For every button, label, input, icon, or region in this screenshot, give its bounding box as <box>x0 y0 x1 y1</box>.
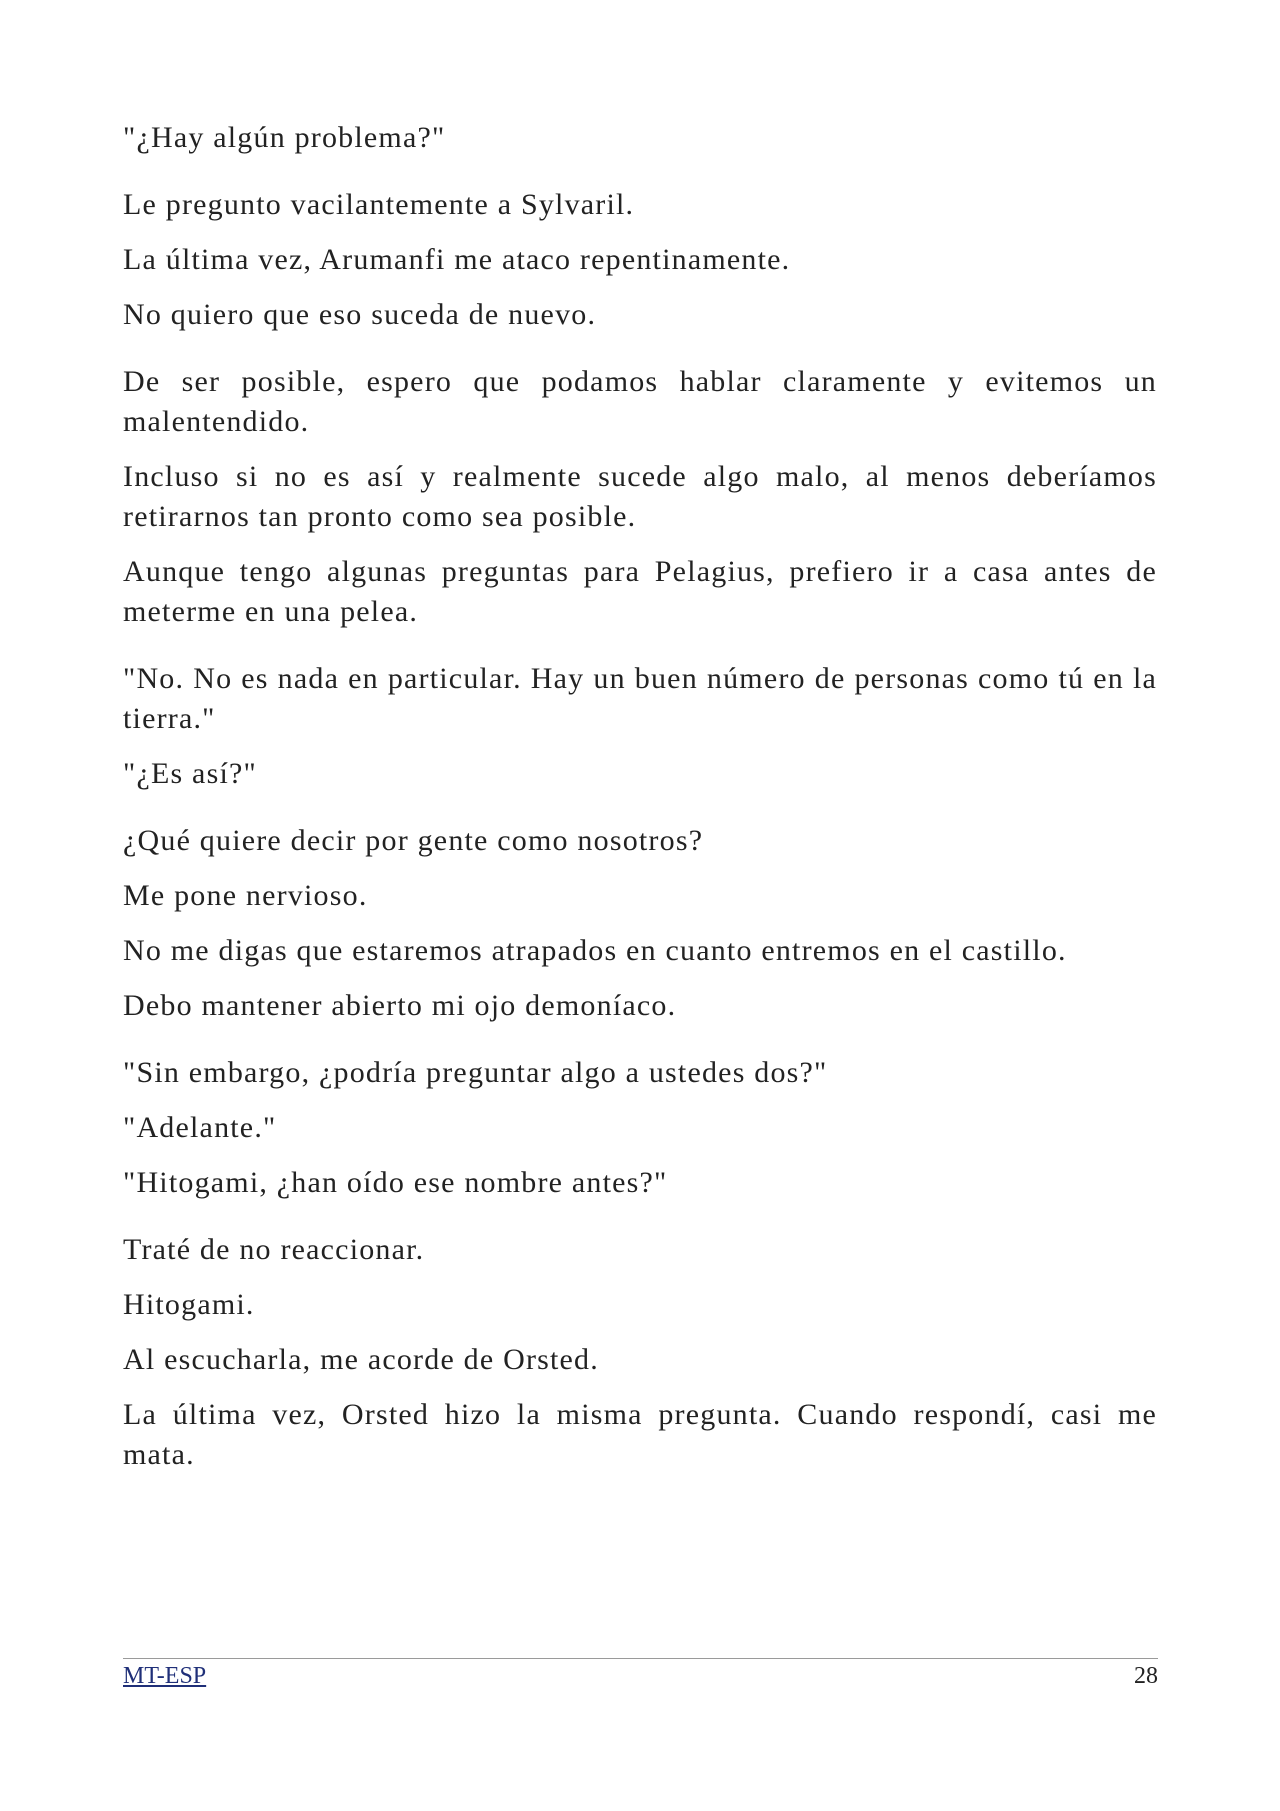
paragraph-6: Incluso si no es así y realmente sucede algo malo, al menos deberíamos retirarnos tan pronto como sea posible. <box>123 460 1157 533</box>
paragraph-17: Traté de no reaccionar. <box>123 1233 425 1266</box>
paragraph-16: "Hitogami, ¿han oído ese nombre antes?" <box>123 1166 668 1199</box>
paragraph-9: "¿Es así?" <box>123 757 257 790</box>
paragraph-7: Aunque tengo algunas preguntas para Pelagius, prefiero ir a casa antes de meterme en una pelea. <box>123 555 1157 628</box>
paragraph-13: Debo mantener abierto mi ojo demoníaco. <box>123 989 677 1022</box>
page-number: 28 <box>1134 1663 1158 1689</box>
paragraph-5: De ser posible, espero que podamos hablar claramente y evitemos un malentendido. <box>123 365 1157 438</box>
paragraph-19: Al escucharla, me acorde de Orsted. <box>123 1343 599 1376</box>
paragraph-10: ¿Qué quiere decir por gente como nosotros? <box>123 824 704 857</box>
paragraph-8: "No. No es nada en particular. Hay un buen número de personas como tú en la tierra." <box>123 662 1157 735</box>
paragraph-1: "¿Hay algún problema?" <box>123 121 446 154</box>
footer-site-link[interactable]: MT-ESP <box>123 1663 207 1689</box>
paragraph-11: Me pone nervioso. <box>123 879 368 912</box>
paragraph-15: "Adelante." <box>123 1111 277 1144</box>
paragraph-2: Le pregunto vacilantemente a Sylvaril. <box>123 188 635 221</box>
paragraph-12: No me digas que estaremos atrapados en cuanto entremos en el castillo. <box>123 934 1067 967</box>
paragraph-20: La última vez, Orsted hizo la misma pregunta. Cuando respondí, casi me mata. <box>123 1398 1157 1471</box>
paragraph-4: No quiero que eso suceda de nuevo. <box>123 298 597 331</box>
paragraph-3: La última vez, Arumanfi me ataco repentinamente. <box>123 243 791 276</box>
footer-divider <box>123 1658 1158 1659</box>
paragraph-18: Hitogami. <box>123 1288 255 1321</box>
paragraph-14: "Sin embargo, ¿podría preguntar algo a ustedes dos?" <box>123 1056 828 1089</box>
page-body <box>123 118 1157 1490</box>
